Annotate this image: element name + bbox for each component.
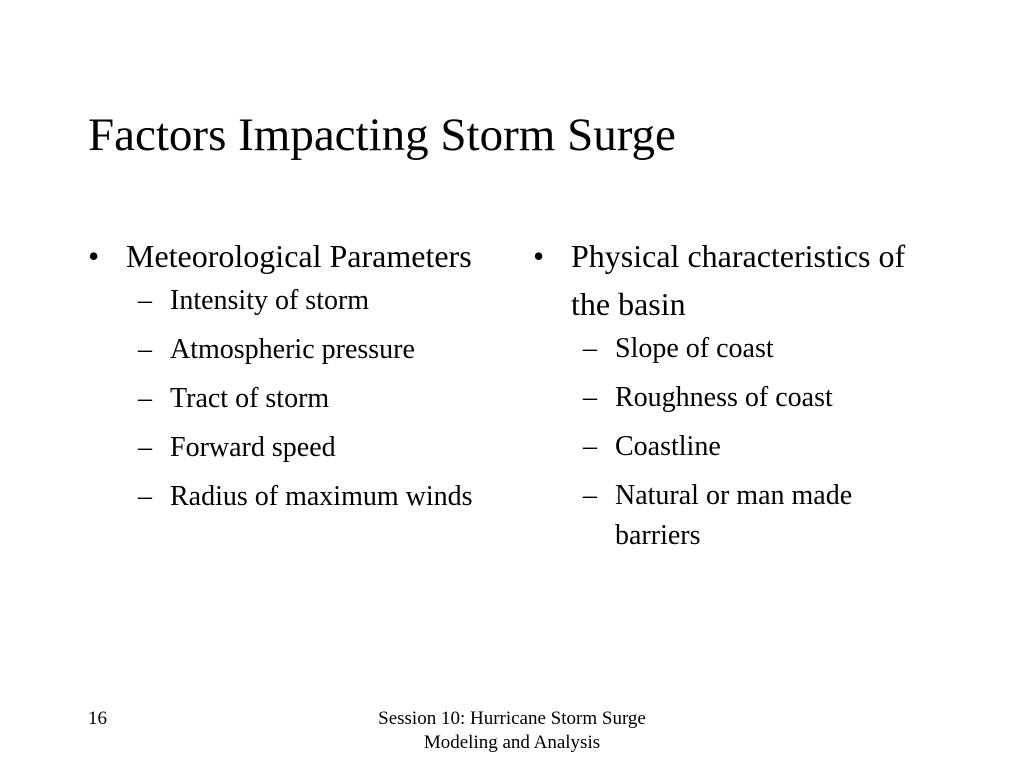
sub-bullet-text: Tract of storm [170,383,330,414]
slide-title: Factors Impacting Storm Surge [88,109,676,161]
dash-icon: – [138,285,152,316]
dash-icon: – [138,334,152,365]
right-subitems [533,329,933,556]
sub-bullet [571,476,933,556]
footer-line-2: Modeling and Analysis [423,732,601,753]
bullet-icon: • [533,238,545,274]
sub-bullet [126,477,488,517]
dash-icon: – [583,431,597,462]
sub-bullet [126,379,488,419]
sub-bullet-text: Coastline [615,431,721,462]
dash-icon: – [583,333,597,364]
sub-bullet [571,378,933,418]
left-column [88,232,488,526]
dash-icon: – [138,432,152,463]
dash-icon: – [583,480,597,511]
sub-bullet [126,281,488,321]
left-subitems [88,281,488,517]
sub-bullet [571,329,933,369]
sub-bullet-text: Atmospheric pressure [170,334,415,365]
sub-bullet [126,428,488,468]
sub-bullet [126,330,488,370]
bullet-physical-characteristics [533,232,933,328]
sub-bullet-text: Roughness of coast [615,382,833,413]
sub-bullet-text: Natural or man made barriers [615,480,853,551]
dash-icon: – [138,481,152,512]
dash-icon: – [138,383,152,414]
footer-line-1: Session 10: Hurricane Storm Surge [378,708,646,729]
sub-bullet-text: Slope of coast [615,333,774,364]
sub-bullet-text: Forward speed [170,432,336,463]
footer-session-title [312,707,712,755]
sub-bullet-text: Intensity of storm [170,285,370,316]
sub-bullet [571,427,933,467]
sub-bullet-text: Radius of maximum winds [170,481,473,512]
bullet-meteorological-parameters [88,232,488,280]
bullet-icon: • [88,238,100,274]
slide-number: 16 [88,708,107,729]
bullet-text: Meteorological Parameters [126,238,472,274]
bullet-text: Physical characteristics of the basin [571,238,906,322]
dash-icon: – [583,382,597,413]
right-column [533,232,933,565]
